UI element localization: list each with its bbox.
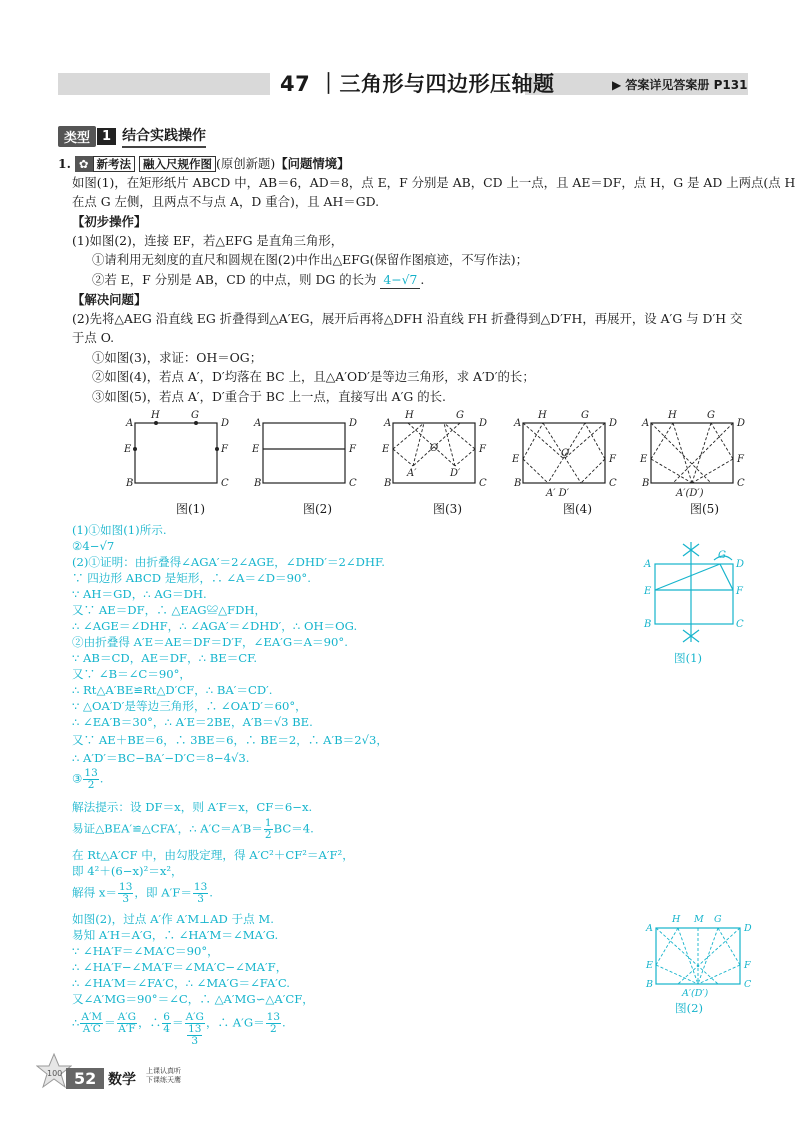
section-initial: 【初步操作】 [72, 214, 147, 229]
svg-text:100: 100 [47, 1069, 63, 1078]
svg-text:D: D [737, 418, 746, 429]
svg-text:E: E [644, 586, 652, 597]
svg-text:C: C [221, 478, 229, 489]
star-icon: ✿ [75, 156, 93, 172]
svg-text:A: A [644, 559, 652, 570]
solution-line: 即 4²＋(6−x)²＝x²， [72, 864, 183, 878]
problem-line: 于点 O. [72, 330, 115, 345]
svg-text:G: G [581, 410, 589, 421]
problem-line: ①如图(3)，求证：OH＝OG； [92, 350, 263, 365]
svg-text:A: A [642, 418, 650, 429]
solution-line: ②4−√7 [72, 539, 115, 553]
caption-fig1: 图(1) [176, 502, 205, 516]
solution-line: ∵ AB＝CD，AE＝DF，∴ BE＝CF. [72, 651, 258, 665]
svg-text:D: D [736, 559, 745, 570]
svg-text:M: M [694, 914, 704, 925]
ruler-compass-tag: 融入尺规作图 [139, 156, 216, 172]
type-title: 结合实践操作 [122, 125, 206, 148]
svg-text:O: O [430, 443, 439, 454]
svg-text:A′(D′): A′(D′) [676, 488, 704, 499]
svg-text:C: C [609, 478, 617, 489]
svg-text:B: B [254, 478, 262, 489]
svg-text:D: D [349, 418, 358, 429]
svg-text:A: A [514, 418, 522, 429]
svg-text:O: O [561, 448, 570, 459]
svg-text:C: C [349, 478, 357, 489]
svg-text:D: D [609, 418, 618, 429]
solution-line: ∵ 四边形 ABCD 是矩形，∴ ∠A＝∠D＝90°. [72, 571, 311, 585]
solution-line: ∵ △OA′D′是等边三角形，∴ ∠OA′D′＝60°， [72, 699, 307, 713]
caption-fig3: 图(3) [433, 502, 462, 516]
solution-solve: 解得 x＝ $\frac{13}{3}$ ，即 A′F＝ $\frac{13}{3}$ . [72, 881, 213, 905]
solution-line: 在 Rt△A′CF 中，由勾股定理，得 A′C²＋CF²＝A′F²， [72, 848, 354, 862]
problem-line: 如图(1)，在矩形纸片 ABCD 中，AB＝6，AD＝8，点 E，F 分别是 AB，CD 上一点，且 AE＝DF，点 H，G 是 AD 上两点(点 H [72, 175, 796, 190]
solution-line: 又∵ AE＝DF，∴ △EAG≌△FDH， [72, 603, 267, 617]
type-badge: 类型 [58, 126, 96, 147]
svg-text:H: H [538, 410, 547, 421]
svg-text:F: F [479, 444, 486, 455]
solution-line: ∴ ∠HA′M＝∠FA′C，∴ ∠MA′G＝∠FA′C. [72, 976, 290, 990]
problem-line: ②如图(4)，若点 A′，D′均落在 BC 上，且△A′OD′是等边三角形，求 A′D′的长； [92, 369, 535, 384]
fig5-rect [651, 423, 733, 483]
svg-text:A′(D′): A′(D′) [682, 988, 709, 999]
problem-line: ①请利用无刻度的直尺和圆规在图(2)中作出△EFG(保留作图痕迹，不写作法)； [92, 252, 529, 267]
solution-line: 又∵ ∠B＝∠C＝90°， [72, 667, 192, 681]
svg-text:F: F [736, 586, 743, 597]
page-number: 52 [66, 1068, 104, 1089]
solution-part3: ③ $\frac{13}{2}$ . [72, 767, 104, 791]
svg-text:C: C [479, 478, 487, 489]
solution-line: 又∵ AE＋BE＝6，∴ 3BE＝6，∴ BE＝2，∴ A′B＝2√3， [72, 733, 389, 747]
problem-line: (1)如图(2)，连接 EF，若△EFG 是直角三角形， [72, 233, 344, 248]
subject: 数学 [108, 1072, 136, 1088]
svg-text:G: G [191, 410, 199, 421]
solution-line: ②由折叠得 A′E＝AE＝DF＝D′F，∠EA′G＝A＝90°. [72, 635, 348, 649]
svg-text:H: H [405, 410, 414, 421]
svg-text:E: E [640, 454, 648, 465]
section-solve: 【解决问题】 [72, 292, 147, 307]
solution-line: 如图(2)，过点 A′作 A′M⊥AD 于点 M. [72, 912, 274, 926]
svg-text:G: G [707, 410, 715, 421]
solution-line: ∴ ∠AGE＝∠DHF，∴ ∠AGA′＝∠DHD′，∴ OH＝OG. [72, 619, 358, 633]
svg-text:F: F [221, 444, 228, 455]
solution-line: (2)①证明：由折叠得∠AGA′＝2∠AGE，∠DHD′＝2∠DHF. [72, 555, 385, 569]
svg-text:F: F [744, 960, 751, 971]
svg-text:F: F [737, 454, 744, 465]
solution-line: ∴ A′D′＝BC−BA′−D′C＝8−4√3. [72, 751, 250, 765]
solution-line: ∴ ∠HA′F−∠MA′F＝∠MA′C−∠MA′F， [72, 960, 288, 974]
solution-line: ∴ ∠EA′B＝30°，∴ A′E＝2BE，A′B＝√3 BE. [72, 715, 313, 729]
solution-line: ∵ AH＝GD，∴ AG＝DH. [72, 587, 207, 601]
caption-fig5: 图(5) [690, 502, 719, 516]
blank-question: ②若 E，F 分别是 AB，CD 的中点，则 DG 的长为 [92, 272, 377, 287]
svg-text:B: B [646, 979, 653, 990]
solution-fig2-caption: 图(2) [675, 1001, 704, 1015]
svg-text:G: G [718, 550, 726, 561]
svg-text:D: D [221, 418, 230, 429]
caption-fig4: 图(4) [563, 502, 592, 516]
problem-line: (2)先将△AEG 沿直线 EG 折叠得到△A′EG，展开后再将△DFH 沿直线 FH 折叠得到△D′FH，再展开，设 A′G 与 D′H 交 [72, 311, 743, 326]
svg-text:F: F [609, 454, 616, 465]
svg-text:A′ D′: A′ D′ [546, 488, 569, 499]
svg-text:D: D [744, 923, 752, 934]
slogan: 上课认真听 下课练天鹰 [146, 1067, 181, 1084]
solution-line: ∵ ∠HA′F＝∠MA′C＝90°， [72, 944, 219, 958]
answer-reference: ▶ 答案详见答案册 P131 [612, 78, 748, 92]
svg-text:G: G [456, 410, 464, 421]
solution-final: ∴ $\frac{A'M}{A'C}$ ＝ $\frac{A'G}{A'F}$ ，∴ $\frac{6}{4}$ ＝ $\frac{A'G}{\frac{13}{3}}$ ，∴ A′G＝ $\frac{13}{2}$ . [72, 1011, 286, 1047]
solution-line: (1)①如图(1)所示. [72, 523, 167, 537]
svg-text:B: B [514, 478, 522, 489]
svg-text:D′: D′ [450, 468, 461, 479]
svg-text:H: H [668, 410, 677, 421]
svg-text:B: B [644, 619, 652, 630]
label-A: A [126, 418, 134, 429]
problem-number: 1. [58, 156, 71, 171]
svg-text:E: E [646, 960, 653, 971]
svg-text:H: H [151, 410, 160, 421]
svg-text:H: H [672, 914, 681, 925]
svg-text:E: E [124, 444, 132, 455]
solution-figure-1 [636, 538, 756, 668]
svg-text:C: C [737, 478, 745, 489]
new-method-tag: 新考法 [93, 156, 136, 172]
solution-fig1-caption: 图(1) [674, 651, 703, 665]
solution-easy: 易证△BEA′≌△CFA′，∴ A′C＝A′B＝ $\frac{1}{2}$ BC＝4. [72, 817, 314, 841]
problem-header [58, 156, 350, 172]
solution-line: 易知 A′H＝A′G，∴ ∠HA′M＝∠MA′G. [72, 928, 279, 942]
fraction: $\frac{13}{2}$ [84, 767, 98, 791]
svg-text:B: B [384, 478, 392, 489]
problem-line: 在点 G 左侧，且两点不与点 A，D 重合)，且 AH＝GD. [72, 194, 380, 209]
svg-text:A′: A′ [407, 468, 417, 479]
type-heading [58, 126, 206, 146]
solution-line: ∴ Rt△A′BE≌Rt△D′CF，∴ BA′＝CD′. [72, 683, 273, 697]
problem-line: ③如图(5)，若点 A′，D′重合于 BC 上一点，直接写出 A′G 的长. [92, 389, 446, 404]
page-title: 47 ｜三角形与四边形压轴题 [280, 72, 555, 96]
svg-text:C: C [744, 979, 752, 990]
svg-text:B: B [642, 478, 650, 489]
solution-line: 解法提示：设 DF＝x，则 A′F＝x，CF＝6−x. [72, 800, 313, 814]
situation-tag: 【问题情境】 [275, 156, 350, 171]
caption-fig2: 图(2) [303, 502, 332, 516]
svg-text:A: A [254, 418, 262, 429]
fig1-rect [135, 423, 217, 483]
svg-text:E: E [512, 454, 520, 465]
svg-text:E: E [382, 444, 390, 455]
svg-text:A: A [384, 418, 392, 429]
blank-end: . [420, 272, 425, 287]
solution-line: 又∠A′MG＝90°＝∠C，∴ △A′MG∽△A′CF， [72, 992, 314, 1006]
svg-text:F: F [349, 444, 356, 455]
svg-text:D: D [479, 418, 488, 429]
fig2-rect [263, 423, 345, 483]
svg-text:G: G [714, 914, 722, 925]
original-tag: (原创新题) [215, 156, 276, 171]
svg-text:E: E [252, 444, 260, 455]
svg-text:C: C [736, 619, 744, 630]
svg-text:A: A [646, 923, 653, 934]
type-number: 1 [97, 128, 116, 145]
blank-answer: 4−√7 [380, 272, 420, 289]
problem-line-blank [92, 272, 424, 289]
solution-figure-2 [640, 910, 760, 1010]
svg-text:B: B [126, 478, 134, 489]
